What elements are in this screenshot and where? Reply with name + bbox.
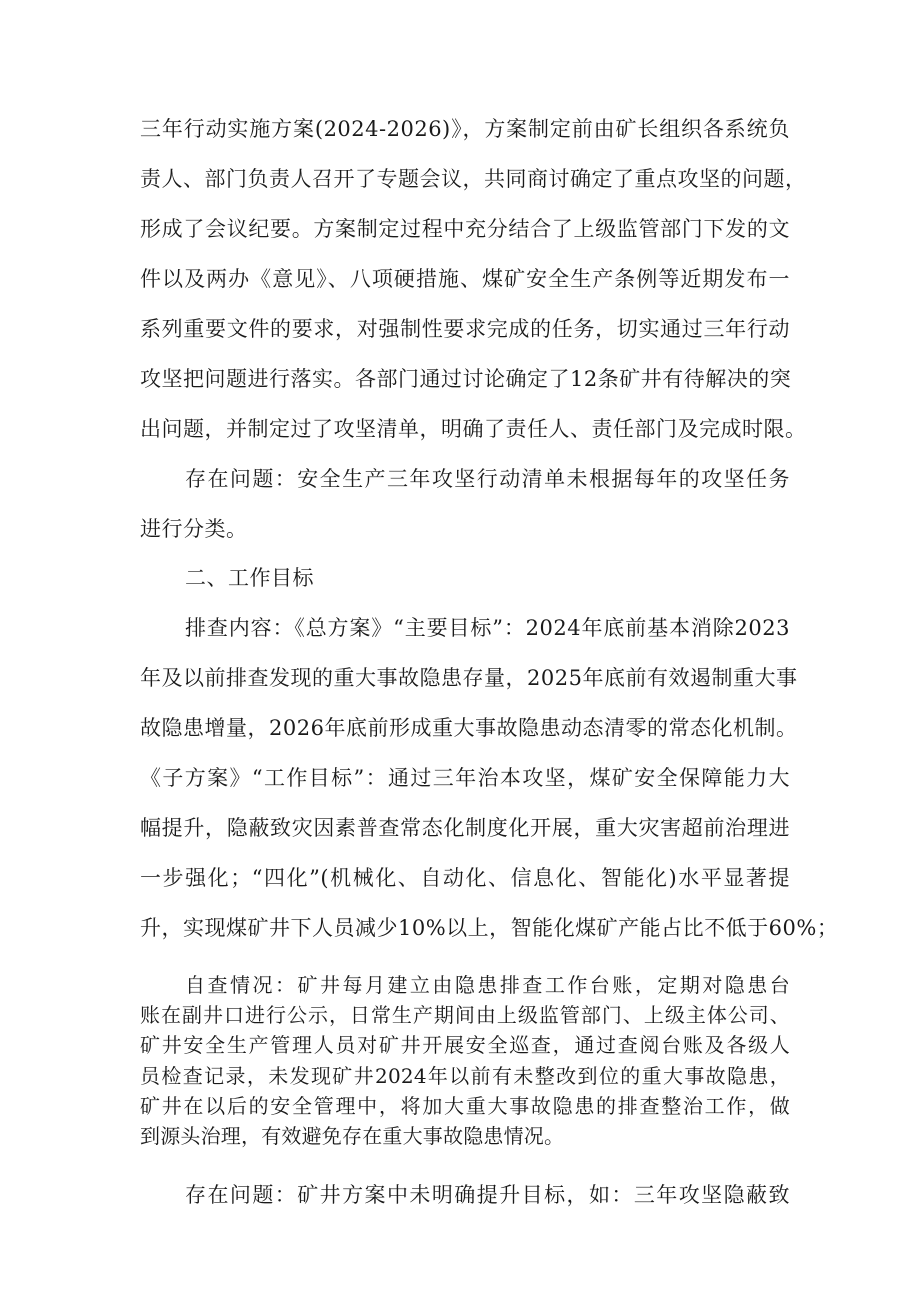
text-line: 系列重要文件的要求，对强制性要求完成的任务，切实通过三年行动 — [140, 317, 790, 341]
text-line: 故隐患增量，2026年底前形成重大事故隐患动态清零的常态化机制。 — [140, 716, 798, 740]
text-line: 出问题，并制定过了攻坚清单，明确了责任人、责任部门及完成时限。 — [140, 417, 807, 441]
text-line: 到源头治理，有效避免存在重大事故隐患情况。 — [140, 1124, 565, 1148]
text-line: 攻坚把问题进行落实。各部门通过讨论确定了12条矿井有待解决的突 — [140, 367, 792, 391]
text-line: 自查情况：矿井每月建立由隐患排查工作台账，定期对隐患台 — [185, 973, 790, 997]
text-line: 幅提升，隐蔽致灾因素普查常态化制度化开展，重大灾害超前治理进 — [140, 816, 790, 840]
text-line: 存在问题：安全生产三年攻坚行动清单未根据每年的攻坚任务 — [185, 467, 790, 491]
text-line: 员检查记录，未发现矿井2024年以前有未整改到位的重大事故隐患， — [140, 1064, 790, 1088]
text-line: 矿井在以后的安全管理中，将加大重大事故隐患的排查整治工作，做 — [140, 1094, 790, 1118]
text-line: 三年行动实施方案(2024-2026)》，方案制定前由矿长组织各系统负 — [140, 117, 790, 141]
text-line: 件以及两办《意见》、八项硬措施、煤矿安全生产条例等近期发布一 — [140, 267, 790, 291]
text-line: 存在问题：矿井方案中未明确提升目标，如：三年攻坚隐蔽致 — [185, 1183, 790, 1207]
text-line: 排查内容：《总方案》“主要目标”：2024年底前基本消除2023 — [185, 616, 790, 640]
text-line: 一步强化；“四化”(机械化、自动化、信息化、智能化)水平显著提 — [140, 866, 790, 890]
text-line: 形成了会议纪要。方案制定过程中充分结合了上级监管部门下发的文 — [140, 217, 790, 241]
section-heading: 二、工作目标 — [185, 566, 314, 590]
text-line: 账在副井口进行公示，日常生产期间由上级监管部门、上级主体公司、 — [140, 1003, 790, 1027]
text-line: 责人、部门负责人召开了专题会议，共同商讨确定了重点攻坚的问题， — [140, 167, 807, 191]
text-line: 年及以前排查发现的重大事故隐患存量，2025年底前有效遏制重大事 — [140, 666, 798, 690]
text-line: 升，实现煤矿井下人员减少10%以上，智能化煤矿产能占比不低于60%； — [140, 916, 839, 940]
text-line: 矿井安全生产管理人员对矿井开展安全巡查，通过查阅台账及各级人 — [140, 1033, 790, 1057]
text-line: 进行分类。 — [140, 517, 248, 541]
text-line: 《子方案》“工作目标”：通过三年治本攻坚，煤矿安全保障能力大 — [140, 766, 790, 790]
